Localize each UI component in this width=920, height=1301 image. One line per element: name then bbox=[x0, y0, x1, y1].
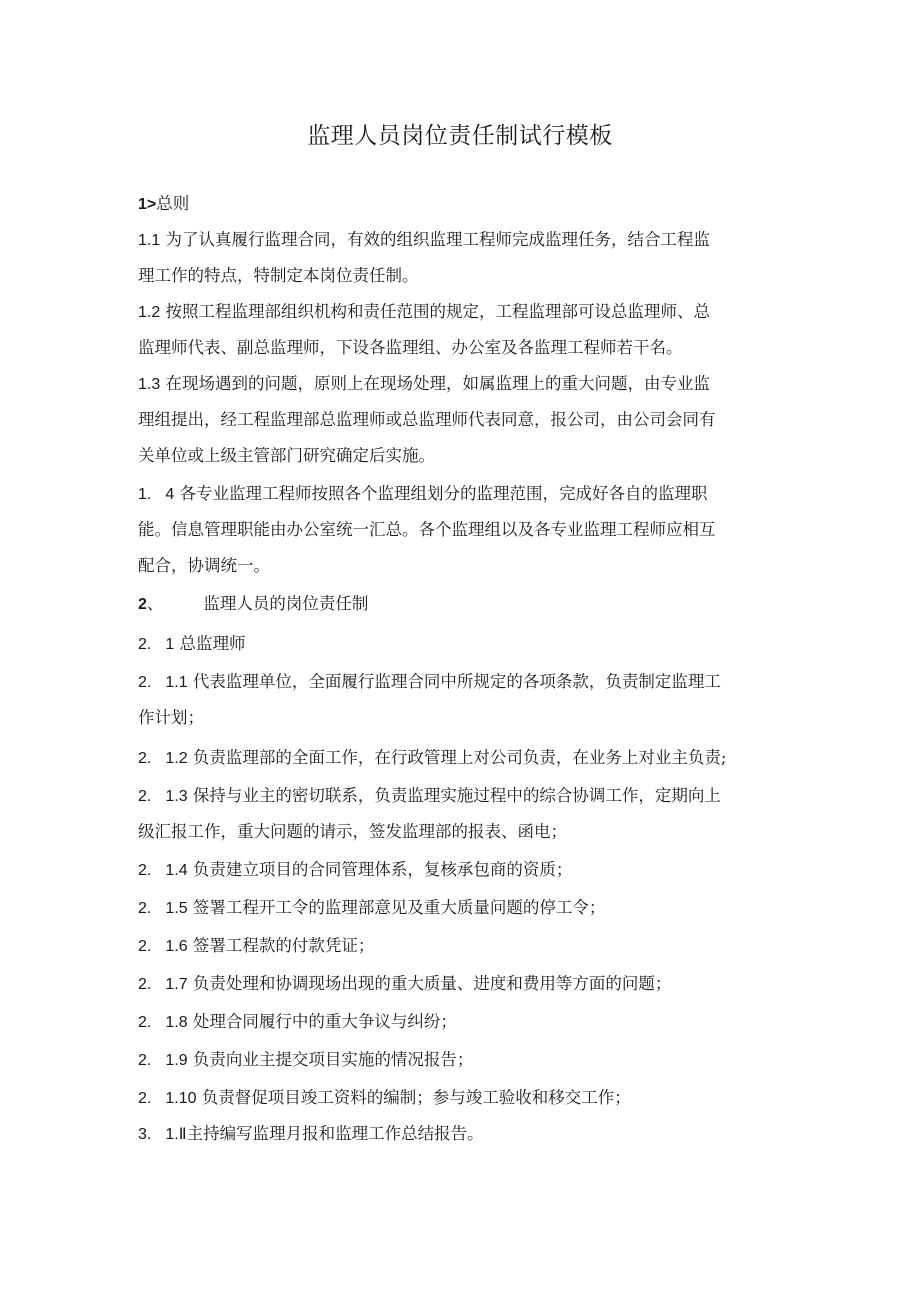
subsection-number: 1.5 bbox=[165, 900, 188, 917]
line-9 bbox=[138, 482, 788, 507]
line-15 bbox=[138, 706, 788, 730]
section-number: 2. bbox=[138, 900, 152, 917]
section-number: 2. bbox=[138, 750, 152, 767]
line-18 bbox=[138, 820, 788, 844]
line-text: 级汇报工作，重大问题的请示，签发监理部的报表、函电； bbox=[138, 822, 567, 841]
section-number: 2. bbox=[138, 788, 152, 805]
section-number: 2. bbox=[138, 976, 152, 993]
section-number: 1. bbox=[138, 486, 152, 503]
line-text: 监理人员的岗位责任制 bbox=[203, 594, 369, 613]
line-11 bbox=[138, 554, 788, 578]
line-3 bbox=[138, 264, 788, 288]
line-text: 代表监理单位，全面履行监理合同中所规定的各项条款，负责制定监理工 bbox=[192, 672, 721, 691]
line-text: 理工作的特点，特制定本岗位责任制。 bbox=[138, 266, 419, 285]
line-text: 配合，协调统一。 bbox=[138, 556, 270, 575]
line-text: 监理师代表、副总监理师，下设各监理组、办公室及各监理工程师若干名。 bbox=[138, 338, 683, 357]
line-text: 负责建立项目的合同管理体系，复核承包商的资质； bbox=[192, 860, 573, 879]
subsection-number: 1.2 bbox=[165, 750, 188, 767]
subsection-number: 1.6 bbox=[165, 938, 188, 955]
section-number: 2 bbox=[138, 596, 147, 613]
line-4 bbox=[138, 300, 788, 325]
line-5 bbox=[138, 336, 788, 360]
subsection-number: 1.4 bbox=[165, 862, 188, 879]
section-number: 2. bbox=[138, 1052, 152, 1069]
document-title: 监理人员岗位责任制试行模板 bbox=[307, 123, 613, 149]
line-10 bbox=[138, 518, 788, 542]
line-text: 各专业监理工程师按照各个监理组划分的监理范围，完成好各自的监理职 bbox=[179, 484, 708, 503]
section-number: 3. bbox=[138, 1126, 152, 1143]
subsection-number: 1.1 bbox=[165, 674, 188, 691]
line-17 bbox=[138, 784, 788, 809]
line-text: 能。信息管理职能由办公室统一汇总。各个监理组以及各专业监理工程师应相互 bbox=[138, 520, 716, 539]
section-number: 1.1 bbox=[138, 232, 161, 249]
line-8 bbox=[138, 444, 788, 468]
line-text: 负责向业主提交项目实施的情况报告； bbox=[192, 1050, 474, 1069]
line-1 bbox=[138, 192, 788, 217]
line-text: 负责督促项目竣工资料的编制；参与竣工验收和移交工作； bbox=[201, 1088, 631, 1107]
line-text: 处理合同履行中的重大争议与纠纷； bbox=[192, 1012, 457, 1031]
subsection-number: 1.Ⅱ bbox=[165, 1126, 187, 1143]
subsection-number: 1.8 bbox=[165, 1014, 188, 1031]
line-text: 总监理师 bbox=[179, 634, 246, 653]
section-number: 2. bbox=[138, 674, 152, 691]
line-text: 理组提出，经工程监理部总监理师或总监理师代表同意，报公司，由公司会同有 bbox=[138, 410, 716, 429]
line-7 bbox=[138, 408, 788, 432]
line-26 bbox=[138, 1122, 788, 1147]
subsection-number: 1.10 bbox=[165, 1090, 197, 1107]
subsection-number: 1 bbox=[165, 636, 175, 653]
line-6 bbox=[138, 372, 788, 397]
line-text: 关单位或上级主管部门研究确定后实施。 bbox=[138, 446, 435, 465]
line-text: 为了认真履行监理合同，有效的组织监理工程师完成监理任务，结合工程监 bbox=[165, 230, 710, 249]
line-19 bbox=[138, 858, 788, 883]
line-20 bbox=[138, 896, 788, 921]
line-text: 按照工程监理部组织机构和责任范围的规定，工程监理部可设总监理师、总 bbox=[165, 302, 710, 321]
line-text: 签署工程款的付款凭证； bbox=[192, 936, 375, 955]
line-text: 总则 bbox=[156, 194, 190, 213]
line-21 bbox=[138, 934, 788, 959]
line-12 bbox=[138, 592, 788, 617]
separator: 、 bbox=[146, 594, 164, 613]
line-24 bbox=[138, 1048, 788, 1073]
line-text: 主持编写监理月报和监理工作总结报告。 bbox=[186, 1124, 484, 1143]
section-number: 2. bbox=[138, 1090, 152, 1107]
line-2 bbox=[138, 228, 788, 253]
subsection-number: 1.3 bbox=[165, 788, 188, 805]
line-22 bbox=[138, 972, 788, 997]
line-text: 签署工程开工令的监理部意见及重大质量问题的停工令； bbox=[192, 898, 606, 917]
section-number: 1.3 bbox=[138, 376, 161, 393]
section-number: 1.2 bbox=[138, 304, 161, 321]
line-14 bbox=[138, 670, 788, 695]
subsection-number: 4 bbox=[165, 486, 175, 503]
line-13 bbox=[138, 632, 788, 657]
section-number: 2. bbox=[138, 938, 152, 955]
line-23 bbox=[138, 1010, 788, 1035]
line-text: 作计划； bbox=[138, 708, 204, 727]
line-text: 保持与业主的密切联系，负责监理实施过程中的综合协调工作，定期向上 bbox=[192, 786, 721, 805]
subsection-number: 1.7 bbox=[165, 976, 188, 993]
subsection-number: 1.9 bbox=[165, 1052, 188, 1069]
section-number: 2. bbox=[138, 862, 152, 879]
line-text: 负责处理和协调现场出现的重大质量、进度和费用等方面的问题； bbox=[192, 974, 672, 993]
section-number: 2. bbox=[138, 1014, 152, 1031]
line-text: 在现场遇到的问题，原则上在现场处理，如属监理上的重大问题，由专业监 bbox=[165, 374, 710, 393]
section-number: 1> bbox=[138, 196, 157, 213]
section-number: 2. bbox=[138, 636, 152, 653]
line-text: 负责监理部的全面工作，在行政管理上对公司负责，在业务上对业主负责; bbox=[192, 748, 727, 767]
line-25 bbox=[138, 1086, 788, 1111]
line-16 bbox=[138, 746, 788, 771]
